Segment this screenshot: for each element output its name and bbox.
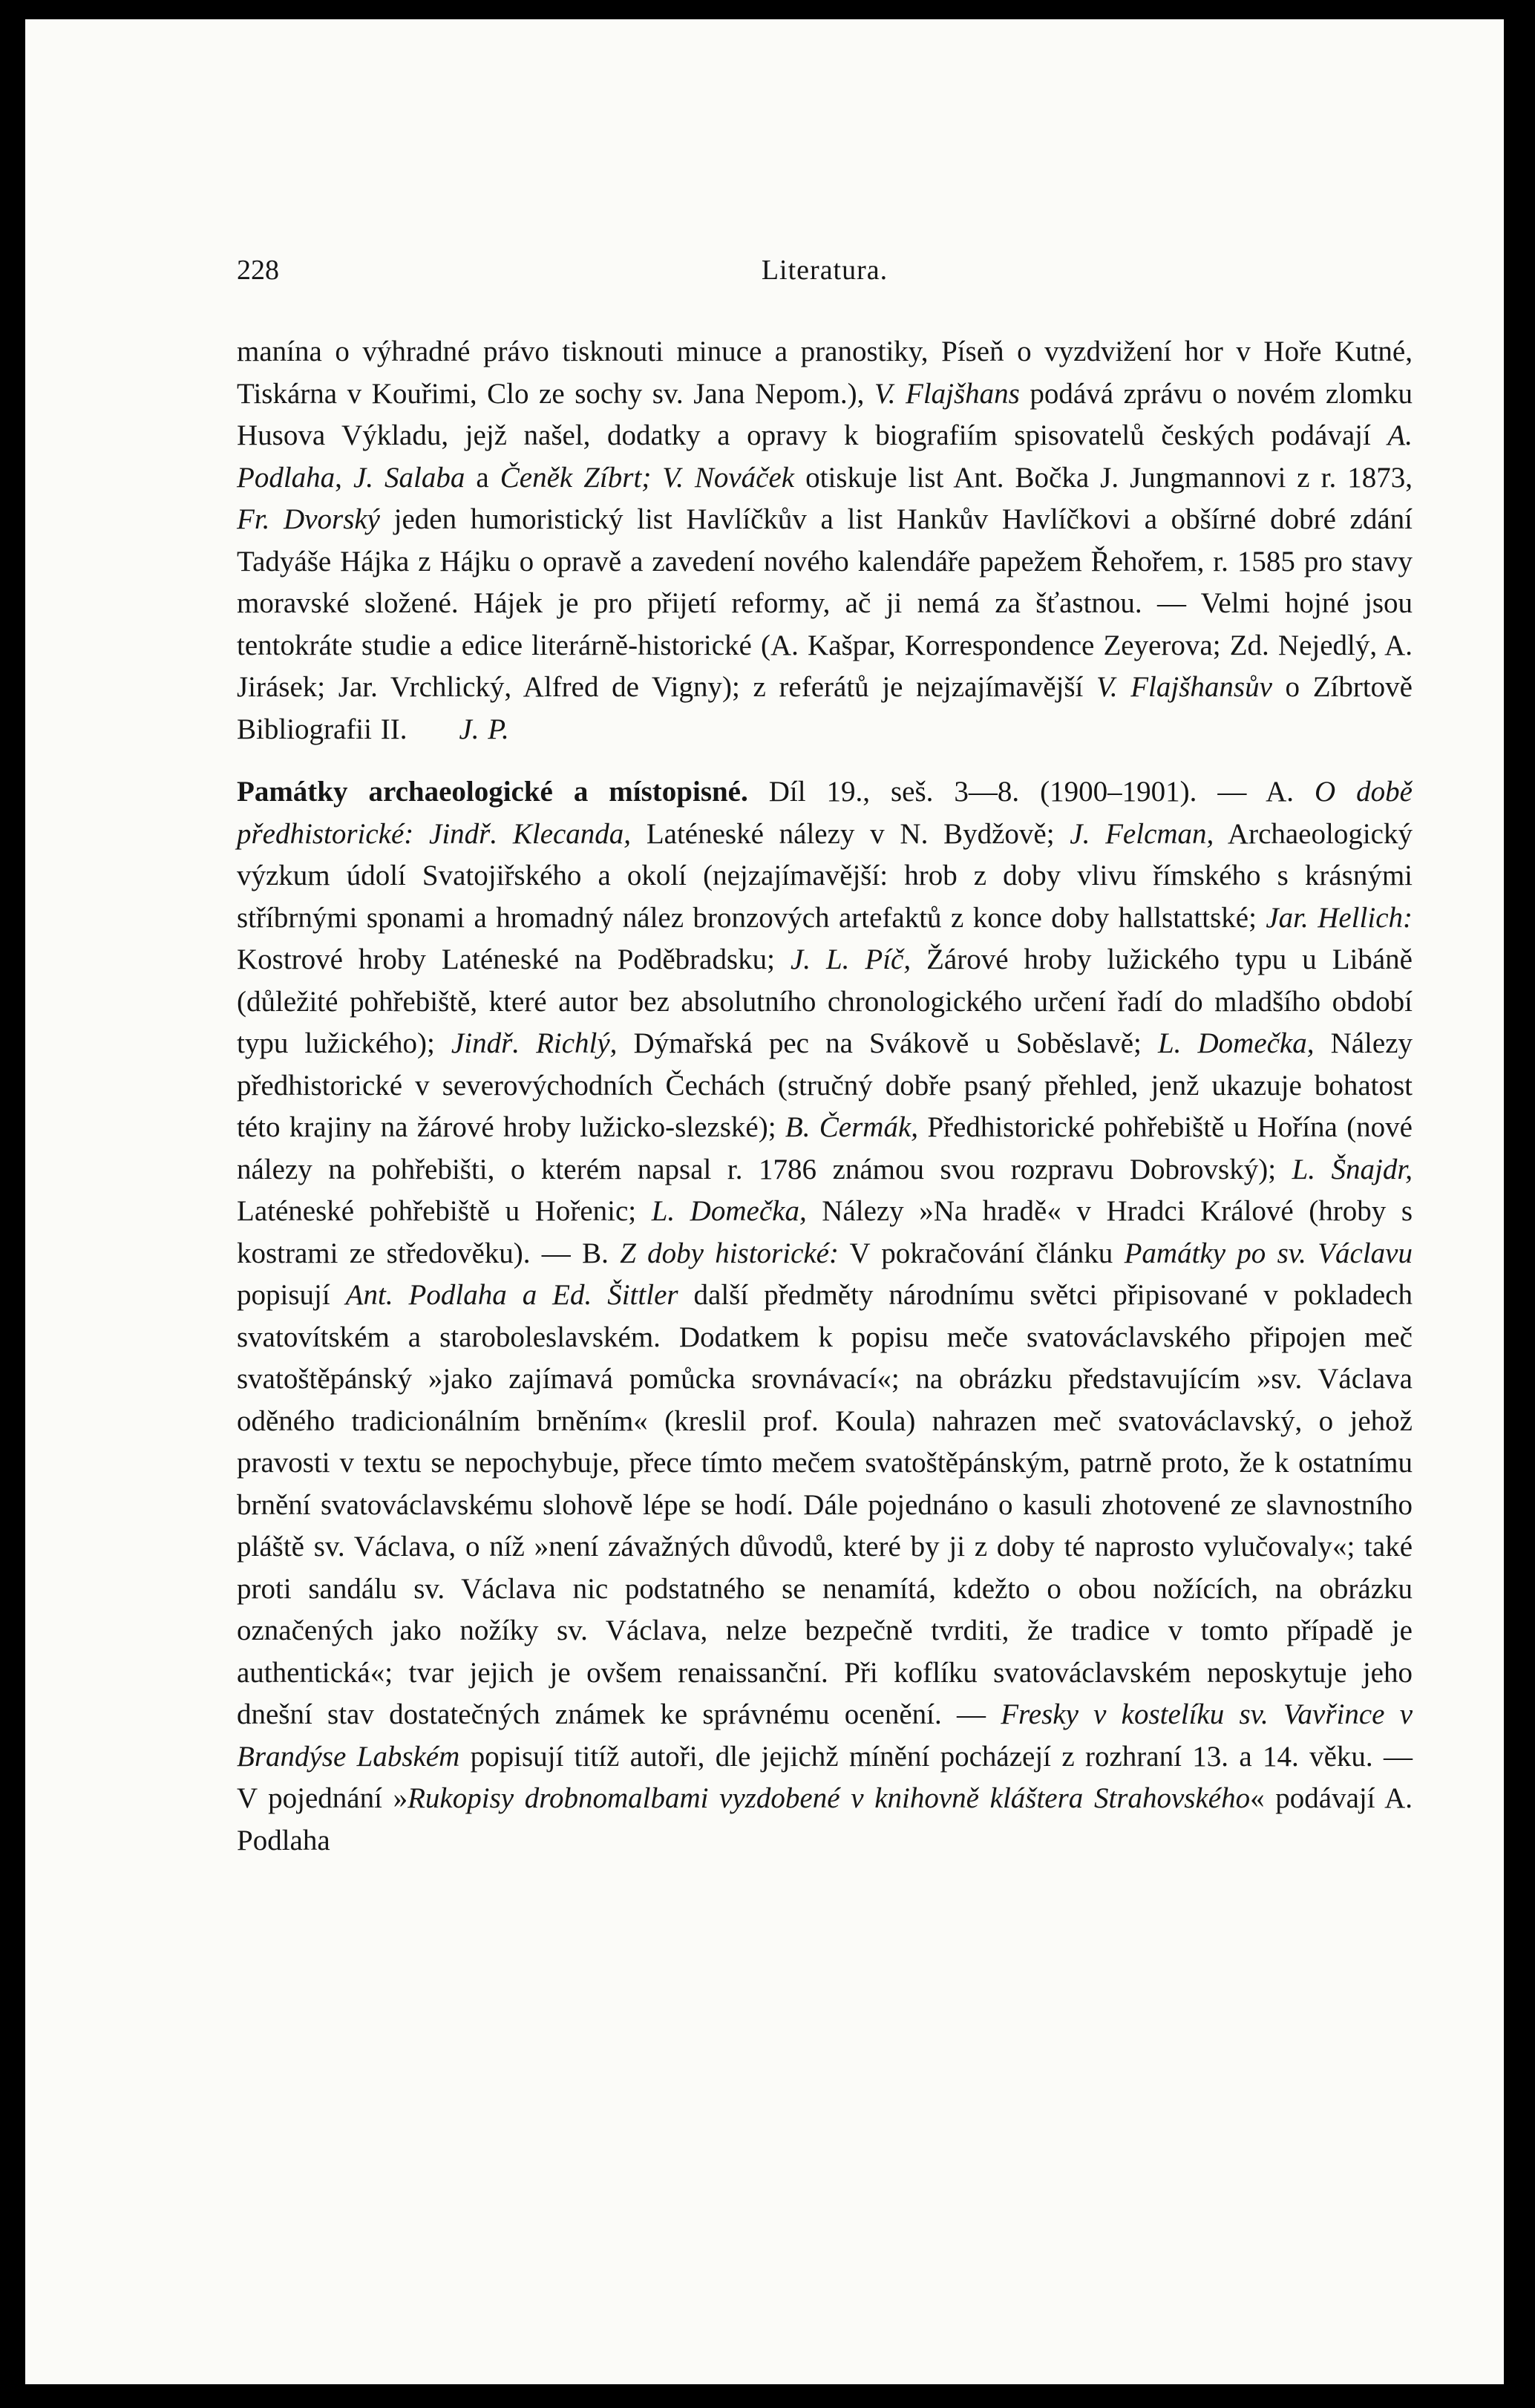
text-run: V pokračování článku: [838, 1237, 1125, 1269]
section-heading: O době předhistorické: Jindř. Klecanda,: [237, 776, 1413, 850]
text-run: Kostrové hroby Laténeské na Poděbradsku;: [237, 943, 791, 975]
text-run: ,: [335, 461, 353, 494]
author-name: Jindř. Richlý,: [451, 1027, 618, 1059]
text-run: a: [465, 461, 500, 494]
article-title: Fresky v kostelíku sv. Vavřince v Brandýse Labském: [237, 1698, 1413, 1773]
author-name: Čeněk Zíbrt; V. Nováček: [500, 461, 795, 494]
author-name: J. Salaba: [353, 461, 465, 494]
author-name: J. Felcman,: [1070, 817, 1214, 850]
text-run: Díl 19., seš. 3—8. (1900–1901). — A.: [747, 776, 1315, 808]
text-run: podává zprávu o novém zlomku Husova Výkladu, jejž našel, dodatky a opravy k biografiím spisovatelů českých podávají: [237, 377, 1413, 451]
author-name: B. Čermák,: [785, 1111, 919, 1143]
text-run: Laténeské nálezy v N. Bydžově;: [631, 817, 1070, 850]
author-name: A. Podlaha: [237, 419, 1413, 494]
author-name: Jar. Hellich:: [1266, 901, 1413, 934]
article-title: Památky po sv. Václavu: [1124, 1237, 1413, 1269]
author-name: J. L. Píč,: [790, 943, 911, 975]
page: [25, 19, 1504, 2384]
page-header: [237, 246, 1413, 291]
text-run: o Zíbrtově Bibliografii II.: [237, 671, 1413, 745]
text-run: další předměty národnímu světci připisované v pokladech svatovítském a staroboleslavském. Dodatkem k popisu meče svatováclavského připojen meč svatoštěpánský »jako zajímavá pomůcka srovnávací«; na obrázku představujícím »sv. Václava oděného tradicionálním brněním« (kreslil prof. Koula) nahrazen meč svatováclavský, o jehož pravosti v textu se nepochybuje, přece tímto mečem svatoštěpánským, patrně proto, že k ostatnímu brnění svatováclavskému slohově lépe se hodí. Dále pojednáno o kasuli zhotovené ze slavnostního pláště sv. Václava, o níž »není závažných důvodů, které by ji z doby té naprosto vylučovaly«; také proti sandálu sv. Václava nic podstatného se nenamítá, kdežto o obou nožících, na obrázku označených jako nožíky sv. Václava, nelze bezpečně tvrditi, že tradice v tomto případě je authentická«; tvar jejich je ovšem renaissanční. Při koflíku svatováclavském neposkytuje jeho dnešní stav dostatečných známek ke správnému ocenění. —: [237, 1279, 1413, 1730]
text-run: jeden humoristický list Havlíčkův a list Hankův Havlíčkovi a obšírné dobré zdání Tadyáše Hájka z Hájku o opravě a zavedení nového kalendáře papežem Řehořem, r. 1585 pro stavy moravské složené. Hájek je pro přijetí reformy, ač ji nemá za šťastnou. — Velmi hojné jsou tentokráte studie a edice literárně-historické (A. Kašpar, Korrespondence Zeyerova; Zd. Nejedlý, A. Jirásek; Jar. Vrchlický, Alfred de Vigny); z referátů je nejzajímavější: [237, 503, 1413, 703]
author-name: V. Flajšhans: [874, 377, 1020, 410]
paragraph-pamatky: [237, 771, 1413, 1862]
text-run: popisují titíž autoři, dle jejichž mínění pocházejí z rozhraní 13. a 14. věku. — V pojednání »: [237, 1740, 1413, 1814]
text-run: manína o výhradné právo tisknouti minuce a pranostiky, Píseň o vyzdvižení hor v Hoře Kutné, Tiskárna v Kouřimi, Clo ze sochy sv. Jana Nepom.),: [237, 336, 1413, 410]
text-run: otiskuje list Ant. Bočka J. Jungmannovi z r. 1873,: [794, 461, 1413, 494]
author-name: V. Flajšhansův: [1096, 671, 1272, 703]
text-run: Dýmařská pec na Svákově u Soběslavě;: [617, 1027, 1158, 1059]
text-run: Předhistorické pohřebiště u Hořína (nové nálezy na pohřebišti, o kterém napsal r. 1786 známou svou rozpravu Dobrovský);: [237, 1111, 1413, 1185]
author-name: Fr. Dvorský: [237, 503, 380, 535]
text-run: Nálezy předhistorické v severovýchodních Čechách (stručný dobře psaný přehled, jenž ukazuje bohatost této krajiny na žárové hroby lužicko-slezské);: [237, 1027, 1413, 1143]
text-run: popisují: [237, 1279, 346, 1311]
body-text: [237, 331, 1413, 1862]
text-run: Nálezy »Na hradě« v Hradci Králové (hroby s kostrami ze středověku). — B.: [237, 1195, 1413, 1269]
journal-title: Památky archaeologické a místopisné.: [237, 776, 748, 808]
article-title: Rukopisy drobnomalbami vyzdobené v knihovně kláštera Strahovského: [408, 1782, 1251, 1814]
text-run: « podávají A. Podlaha: [237, 1782, 1413, 1856]
text-run: Archaeologický výzkum údolí Svatojiřského a okolí (nejzajímavější: hrob z doby vlivu římského s krásnými stříbrnými sponami a hromadný nález bronzových artefaktů z konce doby hallstattské;: [237, 817, 1413, 934]
text-run: Žárové hroby lužického typu u Libáně (důležité pohřebiště, které autor bez absolutního chronologického určení řadí do mladšího období typu lužického);: [237, 943, 1413, 1059]
page-number: 228: [237, 255, 279, 286]
author-name: L. Domečka,: [651, 1195, 807, 1227]
author-name: L. Domečka,: [1157, 1027, 1315, 1059]
author-name: L. Šnajdr,: [1292, 1153, 1413, 1185]
text-run: Laténeské pohřebiště u Hořenic;: [237, 1195, 652, 1227]
paragraph-flajshans: [237, 331, 1413, 750]
author-name: Ant. Podlaha a Ed. Šittler: [345, 1279, 678, 1311]
signature: J. P.: [459, 713, 509, 745]
section-heading: Z doby historické:: [620, 1237, 839, 1269]
running-title: Literatura.: [761, 255, 888, 286]
